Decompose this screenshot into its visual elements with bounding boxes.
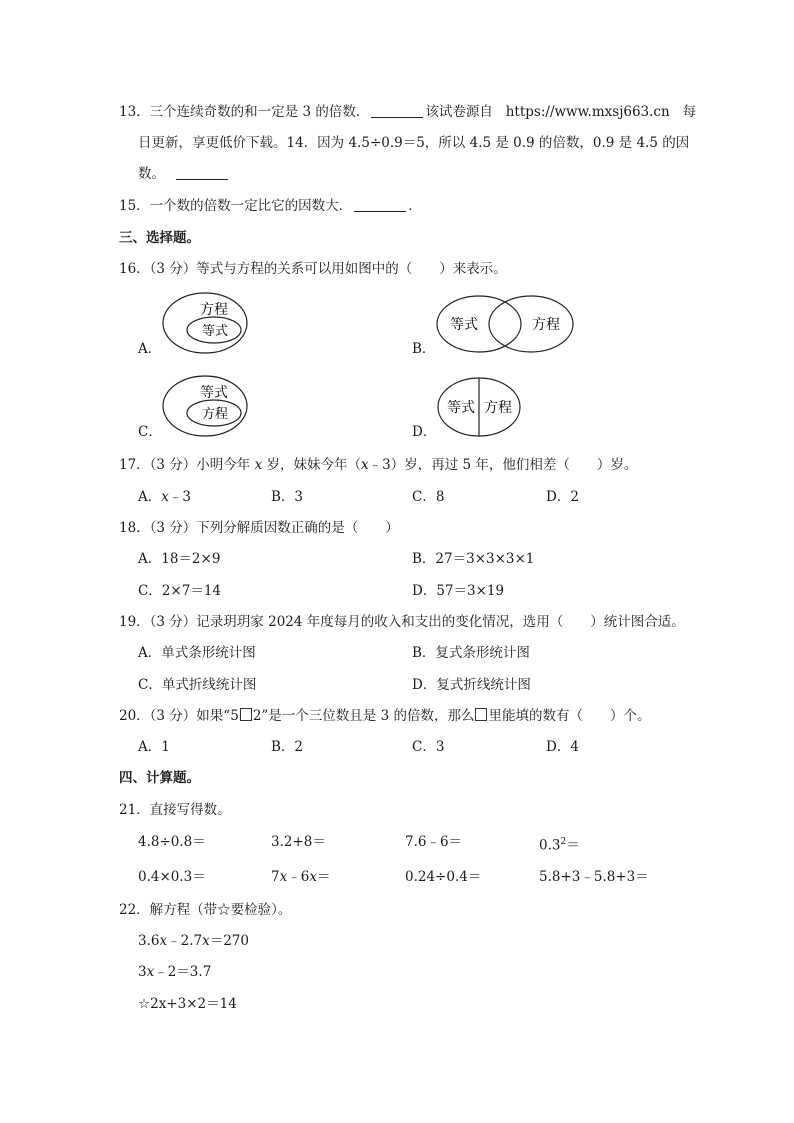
q21-equals: ＝ [316,869,331,885]
q21-minus: ﹣6 [287,869,310,885]
q14-blank [176,165,228,180]
q21-item: 3.2+8＝ [271,834,326,850]
q16-d-left-label: 等式 [447,400,475,416]
question-15 [119,196,422,216]
eq-part: ＝270 [209,933,249,949]
q17-option-a[interactable] [138,487,191,507]
question-19-stem: 19．（3 分）记录玥玥家 2024 年度每月的收入和支出的变化情况，选用（ ）统计图合适。 [119,614,685,630]
q18-option-b[interactable]: B．27＝3×3×3×1 [412,551,535,567]
q16-c-outer-label: 等式 [200,385,228,401]
q18-option-a[interactable]: A．18＝2×9 [138,551,221,567]
q17-text-d: ﹣3）岁，再过 5 年，他们相差（ ）岁。 [368,457,638,473]
q17-var-x2: x [361,457,369,473]
blank-box-icon [240,708,252,721]
q20-option-c[interactable]: C．3 [412,739,445,755]
question-16-stem: 16．（3 分）等式与方程的关系可以用如图中的（ ）来表示。 [119,261,507,277]
q22-equation-1 [138,931,249,951]
q17-option-b[interactable]: B．3 [271,489,304,505]
q17-a-rest: ﹣3 [168,489,191,505]
eq-part: 3.6 [138,933,160,949]
q15-end: ． [408,198,422,214]
question-18-stem: 18．（3 分）下列分解质因数正确的是（ ） [119,520,399,536]
q16-b-left-label: 等式 [450,317,478,333]
q16-option-a-diagram [160,290,250,356]
eq-part: ﹣2＝3.7 [154,964,212,980]
q16-option-c-label[interactable]: C． [138,424,162,440]
q17-option-d[interactable]: D．2 [546,489,579,505]
q21-item: 4.8÷0.8＝ [138,834,206,850]
q20-text-c: 里能填的数有（ ）个。 [488,708,651,724]
question-13-line-1 [119,102,696,122]
eq-part: ﹣2.7 [167,933,203,949]
question-21-stem: 21．直接写得数。 [119,802,231,818]
q21-var: x [279,869,288,885]
q15-text: 15．一个数的倍数一定比它的因数大． [119,198,353,214]
q21-base: 0.3 [539,837,561,854]
q21-equals: ＝ [566,837,580,854]
section-4-title: 四、计算题。 [119,770,200,786]
q20-option-b[interactable]: B．2 [271,739,304,755]
q16-a-outer-label: 方程 [200,302,228,318]
q16-b-right-label: 方程 [532,317,560,333]
question-20-stem [119,706,650,726]
q20-option-d[interactable]: D．4 [546,739,579,755]
q19-option-c[interactable]: C．单式折线统计图 [138,677,257,693]
q17-text-b: 岁，妹妹今年（ [262,457,362,473]
question-22-stem: 22．解方程（带☆要检验）。 [119,902,292,918]
q21-item: 5.8+3﹣5.8+3＝ [539,869,649,885]
q19-option-b[interactable]: B．复式条形统计图 [412,645,530,661]
question-17-stem [119,455,637,475]
q16-option-d-diagram [436,377,524,439]
q16-option-b-diagram [434,294,576,356]
right-ellipse [489,296,573,352]
q17-var-x: x [254,457,263,473]
q22-equation-2 [138,962,211,982]
q15-blank [354,197,406,212]
q16-option-d-label[interactable]: D． [412,424,437,440]
q13-blank [371,103,423,118]
q18-option-c[interactable]: C．2×7＝14 [138,583,221,599]
q21-item: 7.6﹣6＝ [405,834,463,850]
eq-var: x [159,933,168,949]
q16-d-right-label: 方程 [484,400,512,416]
q16-option-a-label[interactable]: A． [138,341,162,357]
q17-option-c[interactable]: C．8 [412,489,445,505]
q21-item [271,867,330,887]
q13-source-text: 该试卷源自 [425,104,493,120]
q17-a-var: x [161,489,169,505]
q19-option-d[interactable]: D．复式折线统计图 [412,677,531,693]
blank-box-icon [475,708,487,721]
q13-source-tail: 每 [682,104,697,120]
q14-tail: 数。 [138,166,165,182]
q21-exponent: 2 [560,837,567,847]
q17-a-label: A． [138,489,162,505]
question-14-end [138,164,230,184]
q16-c-inner-label: 方程 [202,407,229,422]
q20-text-b: 2”是一个三位数且是 3 的倍数，那么 [252,708,475,724]
q22-equation-3: ☆2x+3×2＝14 [138,996,237,1012]
q13-text: 13．三个连续奇数的和一定是 3 的倍数． [119,104,370,120]
q17-text-a: 17．（3 分）小明今年 [119,457,255,473]
q16-a-inner-label: 等式 [202,324,229,339]
q21-coef: 7 [271,869,280,885]
q19-option-a[interactable]: A．单式条形统计图 [138,645,256,661]
q20-text-a: 20．（3 分）如果“5 [119,708,239,724]
q20-option-a[interactable]: A．1 [138,739,170,755]
section-3-title: 三、选择题。 [119,230,200,246]
question-14-line: 日更新，享更低价下载。14．因为 4.5÷0.9＝5，所以 4.5 是 0.9 的倍数，0.9 是 4.5 的因 [138,135,690,151]
eq-var: x [146,964,155,980]
eq-part: 3 [138,964,147,980]
q18-option-d[interactable]: D．57＝3×19 [412,583,505,599]
q16-option-c-diagram [160,373,250,439]
q21-item: 0.24÷0.4＝ [405,869,482,885]
eq-var: x [202,933,210,949]
q21-item: 0.4×0.3＝ [138,869,206,885]
q21-item [539,832,580,856]
q16-option-b-label[interactable]: B． [412,341,436,357]
q21-var: x [309,869,317,885]
q13-source-url: https://www.mxsj663.cn [505,104,670,120]
